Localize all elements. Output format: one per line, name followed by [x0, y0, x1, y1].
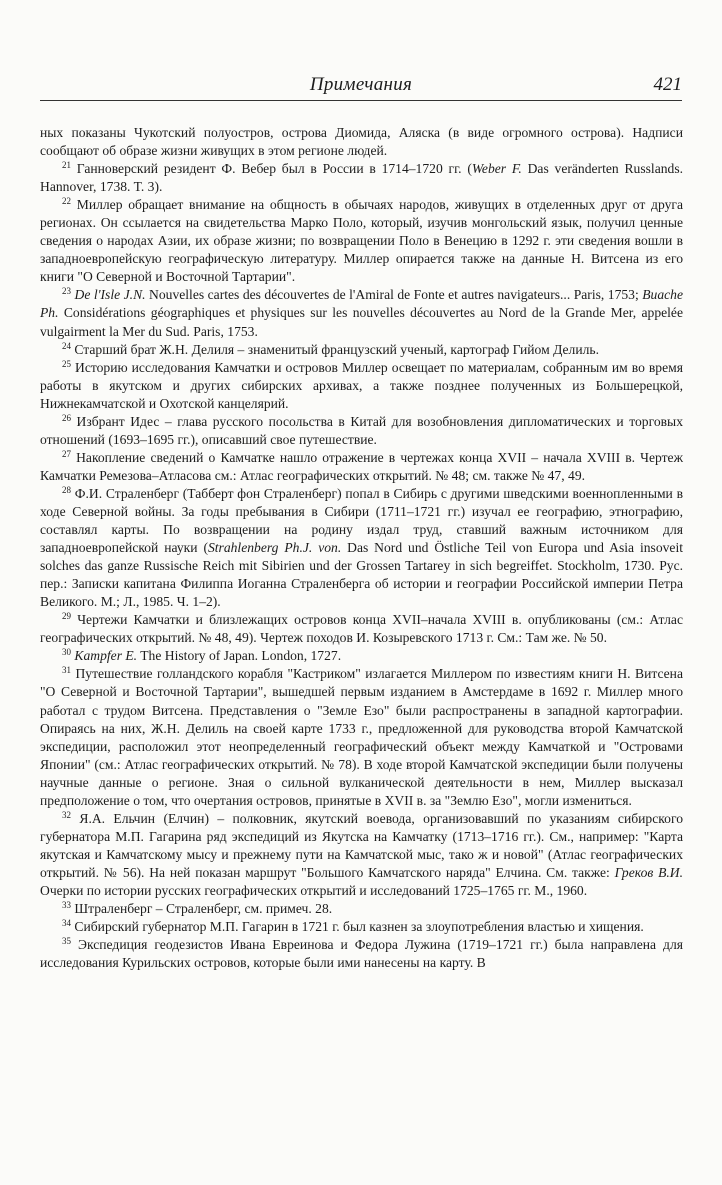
endnote — [40, 900, 683, 918]
endnote — [40, 918, 683, 936]
endnote-number: 28 — [62, 484, 71, 495]
endnote — [40, 647, 683, 665]
endnote — [40, 449, 683, 485]
notes-body — [40, 124, 683, 972]
endnote — [40, 936, 683, 972]
endnote-number: 34 — [62, 918, 71, 929]
header-rule — [40, 100, 682, 101]
endnote-number: 24 — [62, 340, 71, 351]
endnote-text: Considérations géographiques et physiques sur les nouvelles découvertes au Nord de la Grande Mer, appelée vulgairment la Mer du Sud. Paris, 1753. — [40, 305, 683, 339]
endnote-text: Das Nord und Östliche Teil von Europa und Asia insoveit solches das ganze Russische Reich mit Sibirien und der Grossen Tartarey in sich begreiffet. Stockholm, 1730. Рус. пер.: Записки капитана Филиппа Иоганна Страленберга об истории и географии Российской империи Петра Великого. М.; Л., 1985. Ч. 1–2). — [40, 540, 683, 610]
endnote-text: Избрант Идес – глава русского посольства в Китай для возобновления дипломатических и торговых отношений (1693–1695 гг.), описавший свое путешествие. — [40, 413, 683, 447]
endnote-number: 22 — [62, 196, 71, 207]
endnote-text: Ф.И. Страленберг (Табберт фон Страленберг) попал в Сибирь с другими шведскими военнопленными в ходе Северной войны. За годы пребывания в Сибири (1711–1721 гг.) изучал ее географию, этнографию, составлял карты. По возвращении на родину издал труд, ставший важным источником для западноевропейской науки ( — [40, 485, 683, 556]
endnote-number: 32 — [62, 809, 71, 820]
endnote — [40, 665, 683, 809]
endnote — [40, 611, 683, 647]
endnote-text: Очерки по истории русских географических открытий и исследований 1725–1765 гг. М., 1960. — [40, 882, 588, 898]
running-head — [40, 74, 682, 96]
endnote-text: The History of Japan. London, 1727. — [137, 648, 342, 664]
endnote — [40, 810, 683, 900]
endnote-italic-text: Strahlenberg Ph.J. von. — [207, 540, 342, 556]
endnote-text: Я.А. Ельчин (Елчин) – полковник, якутский воевода, организовавший по указаниям сибирского губернатора М.П. Гагарина ряд экспедиций из Якутска на Камчатку (1713–1716 гг.). См., например: "Карта якутская и Камчатскому мысу и прежнему пути на Камчатской мыс, тако ж и новой" (Атлас географических открытий. № 56). На ней показан маршрут "Большого Камчатского наряда" Елчина. См. также: — [40, 810, 683, 880]
endnote-italic-text: Buache Ph. — [40, 287, 684, 321]
endnote-text: Экспедиция геодезистов Ивана Евреинова и Федора Лужина (1719–1721 гг.) была направлена для исследования Курильских островов, которые были ими нанесены на карту. В — [40, 937, 684, 971]
endnote-text: Накопление сведений о Камчатке нашло отражение в чертежах конца XVII – начала XVIII в. Чертеж Камчатки Ремезова–Атласова см.: Атлас географических открытий. № 48; см. также № 47, 49. — [40, 449, 683, 483]
endnote-number: 25 — [62, 358, 71, 369]
endnote — [40, 286, 683, 340]
endnote-text: ных показаны Чукотский полуостров, острова Диомида, Аляска (в виде огромного острова). Надписи сообщают об образе жизни живущих в этом регионе людей. — [40, 125, 683, 159]
endnote — [40, 341, 683, 359]
page-number: 421 — [653, 74, 682, 95]
endnote-number: 23 — [62, 286, 71, 297]
endnote-text: Nouvelles cartes des découvertes de l'Amiral de Fonte et autres navigateurs... Paris, 1753; — [145, 287, 643, 303]
endnote-number: 30 — [62, 647, 71, 658]
endnote — [40, 485, 683, 611]
endnote — [40, 124, 683, 160]
endnote-text: Старший брат Ж.Н. Делиля – знаменитый французский ученый, картограф Гийом Делиль. — [74, 341, 599, 357]
endnote-text: Чертежи Камчатки и близлежащих островов конца XVII–начала XVIII в. опубликованы (см.: Атлас географических открытий. № 48, 49). Чертеж походов И. Козыревского 1713 г. См.: Там же. № 50. — [40, 612, 683, 646]
endnote-number: 26 — [62, 412, 71, 423]
endnote-text: Штраленберг – Страленберг, см. примеч. 28. — [74, 901, 333, 917]
endnote — [40, 413, 683, 449]
endnote — [40, 359, 683, 413]
endnote-text: Историю исследования Камчатки и островов Миллер освещает по материалам, собранным им во время работы в якутском и других сибирских архивах, а также позднее полученных из Большерецкой, Нижнекамчатской и Охотской канцелярий. — [40, 359, 683, 411]
endnote-italic-text: Греков В.И. — [614, 864, 683, 880]
page-title: Примечания — [309, 74, 413, 95]
endnote-number: 27 — [62, 448, 71, 459]
endnote — [40, 160, 683, 196]
endnote-italic-text: Kampfer E. — [74, 648, 138, 664]
endnote-italic-text: Weber F. — [471, 161, 522, 177]
endnote-number: 29 — [62, 611, 71, 622]
endnote-text: Путешествие голландского корабля "Кастриком" излагается Миллером по известиям книги Н. Витсена "О Северной и Восточной Тартарии", вышедшей первым изданием в Амстердаме в 1692 г. Миллер много работал с трудом Витсена. Представления о "Земле Езо" были распространены в западной картографии. Опираясь на них, Ж.Н. Делиль на своей карте 1733 г., предложенной для руководства второй Камчатской экспедиции, расположил этот неопределенный географический объект между Камчаткой и "Островами Японии" (см.: Атлас географических открытий. № 78). В ходе второй Камчатской экспедиции были получены научные данные о регионе. Зная о сильной вулканической деятельности в нем, Миллер высказал предположение о том, что очертания островов, принятые в XVII в. за "Землю Езо", могли измениться. — [40, 666, 683, 808]
endnote — [40, 196, 683, 286]
endnote-text: Ганноверский резидент Ф. Вебер был в России в 1714–1720 гг. ( — [76, 161, 472, 177]
endnote-italic-text: De l'Isle J.N. — [74, 287, 146, 303]
endnote-number: 33 — [62, 900, 71, 911]
endnote-number: 31 — [62, 665, 71, 676]
endnote-text: Сибирский губернатор М.П. Гагарин в 1721 г. был казнен за злоупотребления властью и хищения. — [74, 919, 644, 935]
endnote-number: 21 — [62, 160, 71, 171]
endnote-number: 35 — [62, 936, 71, 947]
endnote-text: Миллер обращает внимание на общность в обычаях народов, живущих в отделенных друг от друга регионах. Он ссылается на свидетельства Марко Поло, который, изучив монгольский язык, получил ценные сведения о народах Азии, их образе жизни; по возвращении Поло в Венецию в 1292 г. эти сведения вошли в западноевропейскую географическую литературу. Миллер опирается также на данные Н. Витсена из его книги "О Северной и Восточной Тартарии". — [40, 197, 683, 285]
endnote-text: Das veränderten Russlands. Hannover, 1738. T. 3). — [40, 161, 684, 195]
